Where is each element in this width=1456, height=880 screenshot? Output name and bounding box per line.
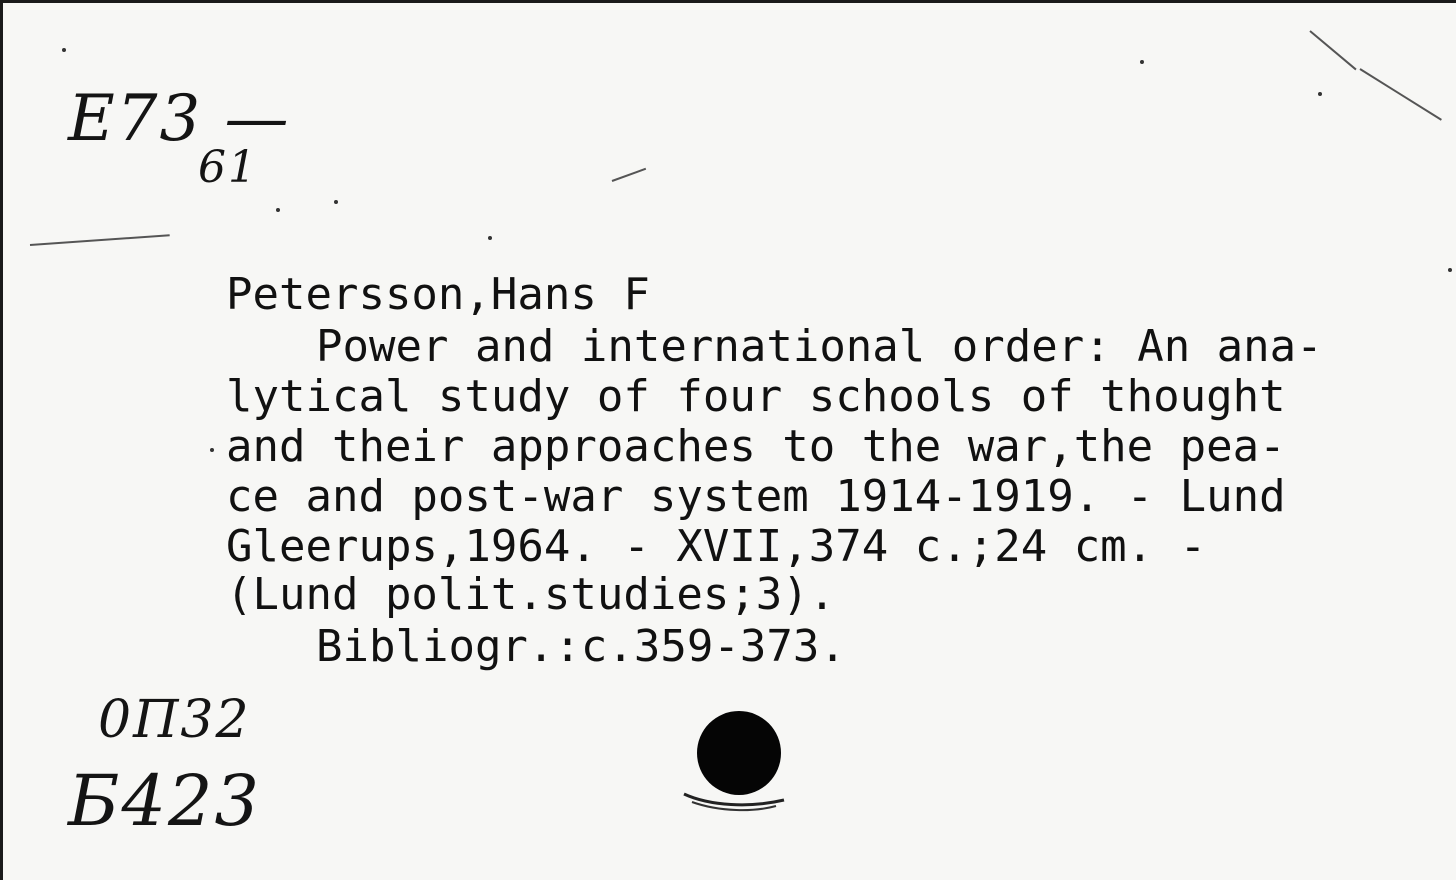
call-number-top-line2: 61 [198, 142, 258, 193]
shelf-mark-line1: 0П32 [98, 690, 251, 750]
speck [1140, 60, 1144, 64]
speck [210, 448, 214, 452]
scratch [1359, 68, 1441, 121]
speck [1448, 268, 1452, 272]
scratch [1309, 30, 1356, 70]
speck [276, 208, 280, 212]
series-line: (Lund polit.studies;3). [226, 569, 836, 620]
punch-hole [697, 711, 781, 795]
title-line: and their approaches to the war,the pea- [226, 421, 1286, 472]
collation-line: Gleerups,1964. - XVII,374 c.;24 cm. - [226, 521, 1207, 572]
call-number-top-line1: E73 — [68, 82, 291, 156]
bibliography-note: Bibliogr.:c.359-373. [316, 621, 846, 672]
speck [1318, 92, 1322, 96]
title-line: Power and international order: An ana- [316, 321, 1323, 372]
scratch [612, 168, 647, 182]
card-top-edge [0, 0, 1456, 3]
imprint-line: ce and post-war system 1914-1919. - Lund [226, 471, 1286, 522]
title-line: lytical study of four schools of thought [226, 371, 1286, 422]
speck [334, 200, 338, 204]
hole-smudge [680, 786, 790, 812]
author-heading: Petersson,Hans F [226, 269, 650, 320]
speck [488, 236, 492, 240]
shelf-mark-line2: Б423 [68, 760, 262, 842]
